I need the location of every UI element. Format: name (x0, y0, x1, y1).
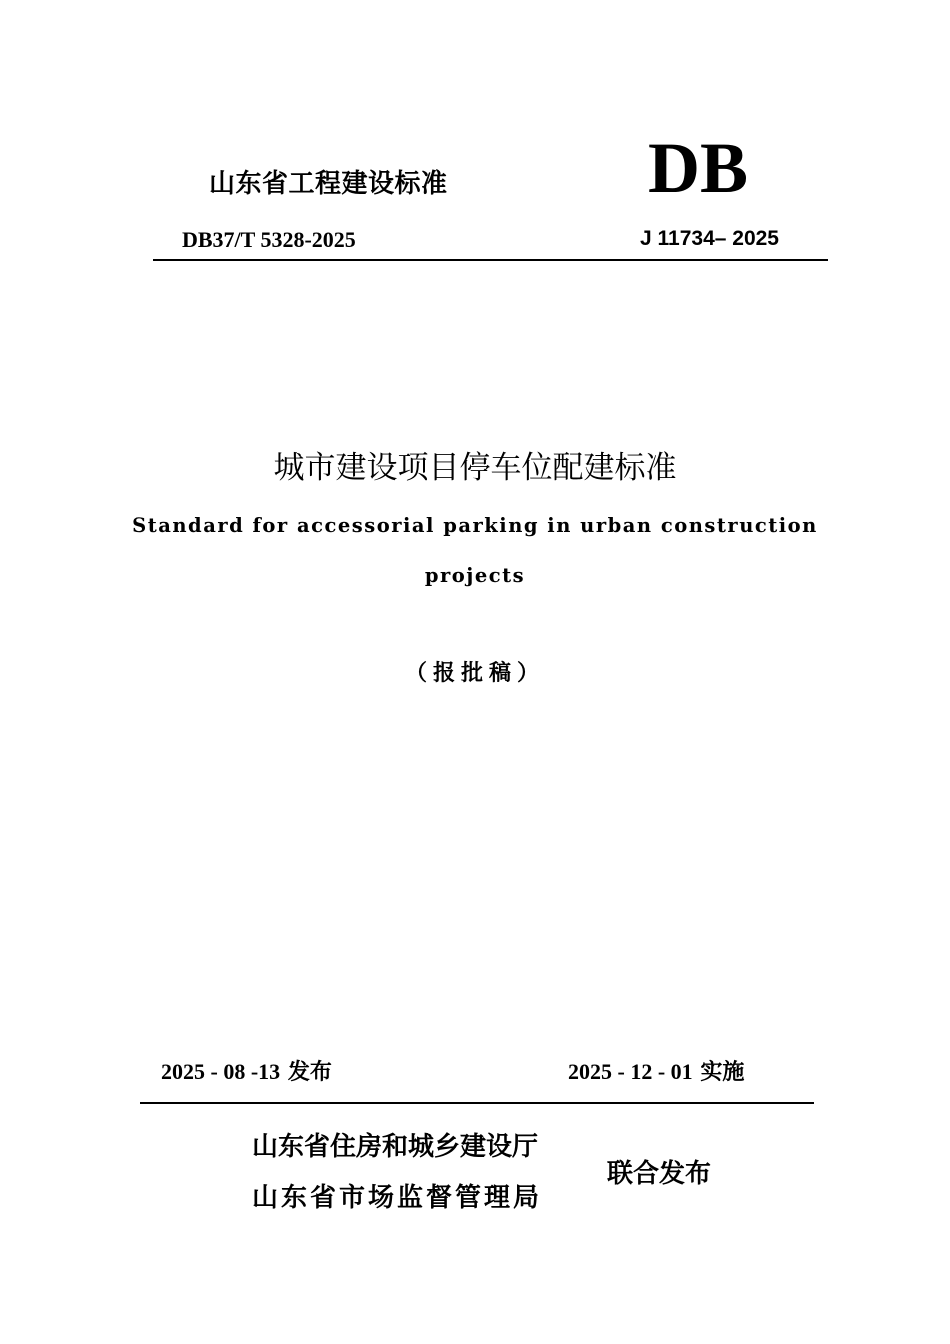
footer-divider (140, 1102, 814, 1104)
issuer-market-regulation: 山东省市场监督管理局 (252, 1183, 543, 1213)
title-english (0, 501, 950, 601)
title-chinese: 城市建设项目停车位配建标准 (273, 450, 677, 486)
record-number: J 11734– 2025 (640, 227, 779, 250)
issuer-housing-department: 山东省住房和城乡建设厅 (252, 1132, 539, 1162)
standard-category: 山东省工程建设标准 (209, 169, 448, 199)
issue-date-value: 2025 - 08 -13 (161, 1059, 281, 1084)
title-english-line-1: Standard for accessorial parking in urban construction (132, 514, 818, 537)
joint-issue-label: 联合发布 (607, 1159, 712, 1189)
header-divider (153, 259, 828, 261)
title-english-line-2: projects (424, 564, 526, 587)
issue-date-label: 发布 (287, 1060, 332, 1085)
implementation-date-label: 实施 (700, 1060, 745, 1085)
implementation-date (568, 1055, 744, 1086)
standard-number: DB37/T 5328-2025 (182, 227, 356, 252)
issue-date (161, 1055, 332, 1086)
draft-status: （报批稿） (404, 661, 545, 686)
db-mark: DB (648, 128, 749, 208)
implementation-date-value: 2025 - 12 - 01 (568, 1059, 693, 1084)
